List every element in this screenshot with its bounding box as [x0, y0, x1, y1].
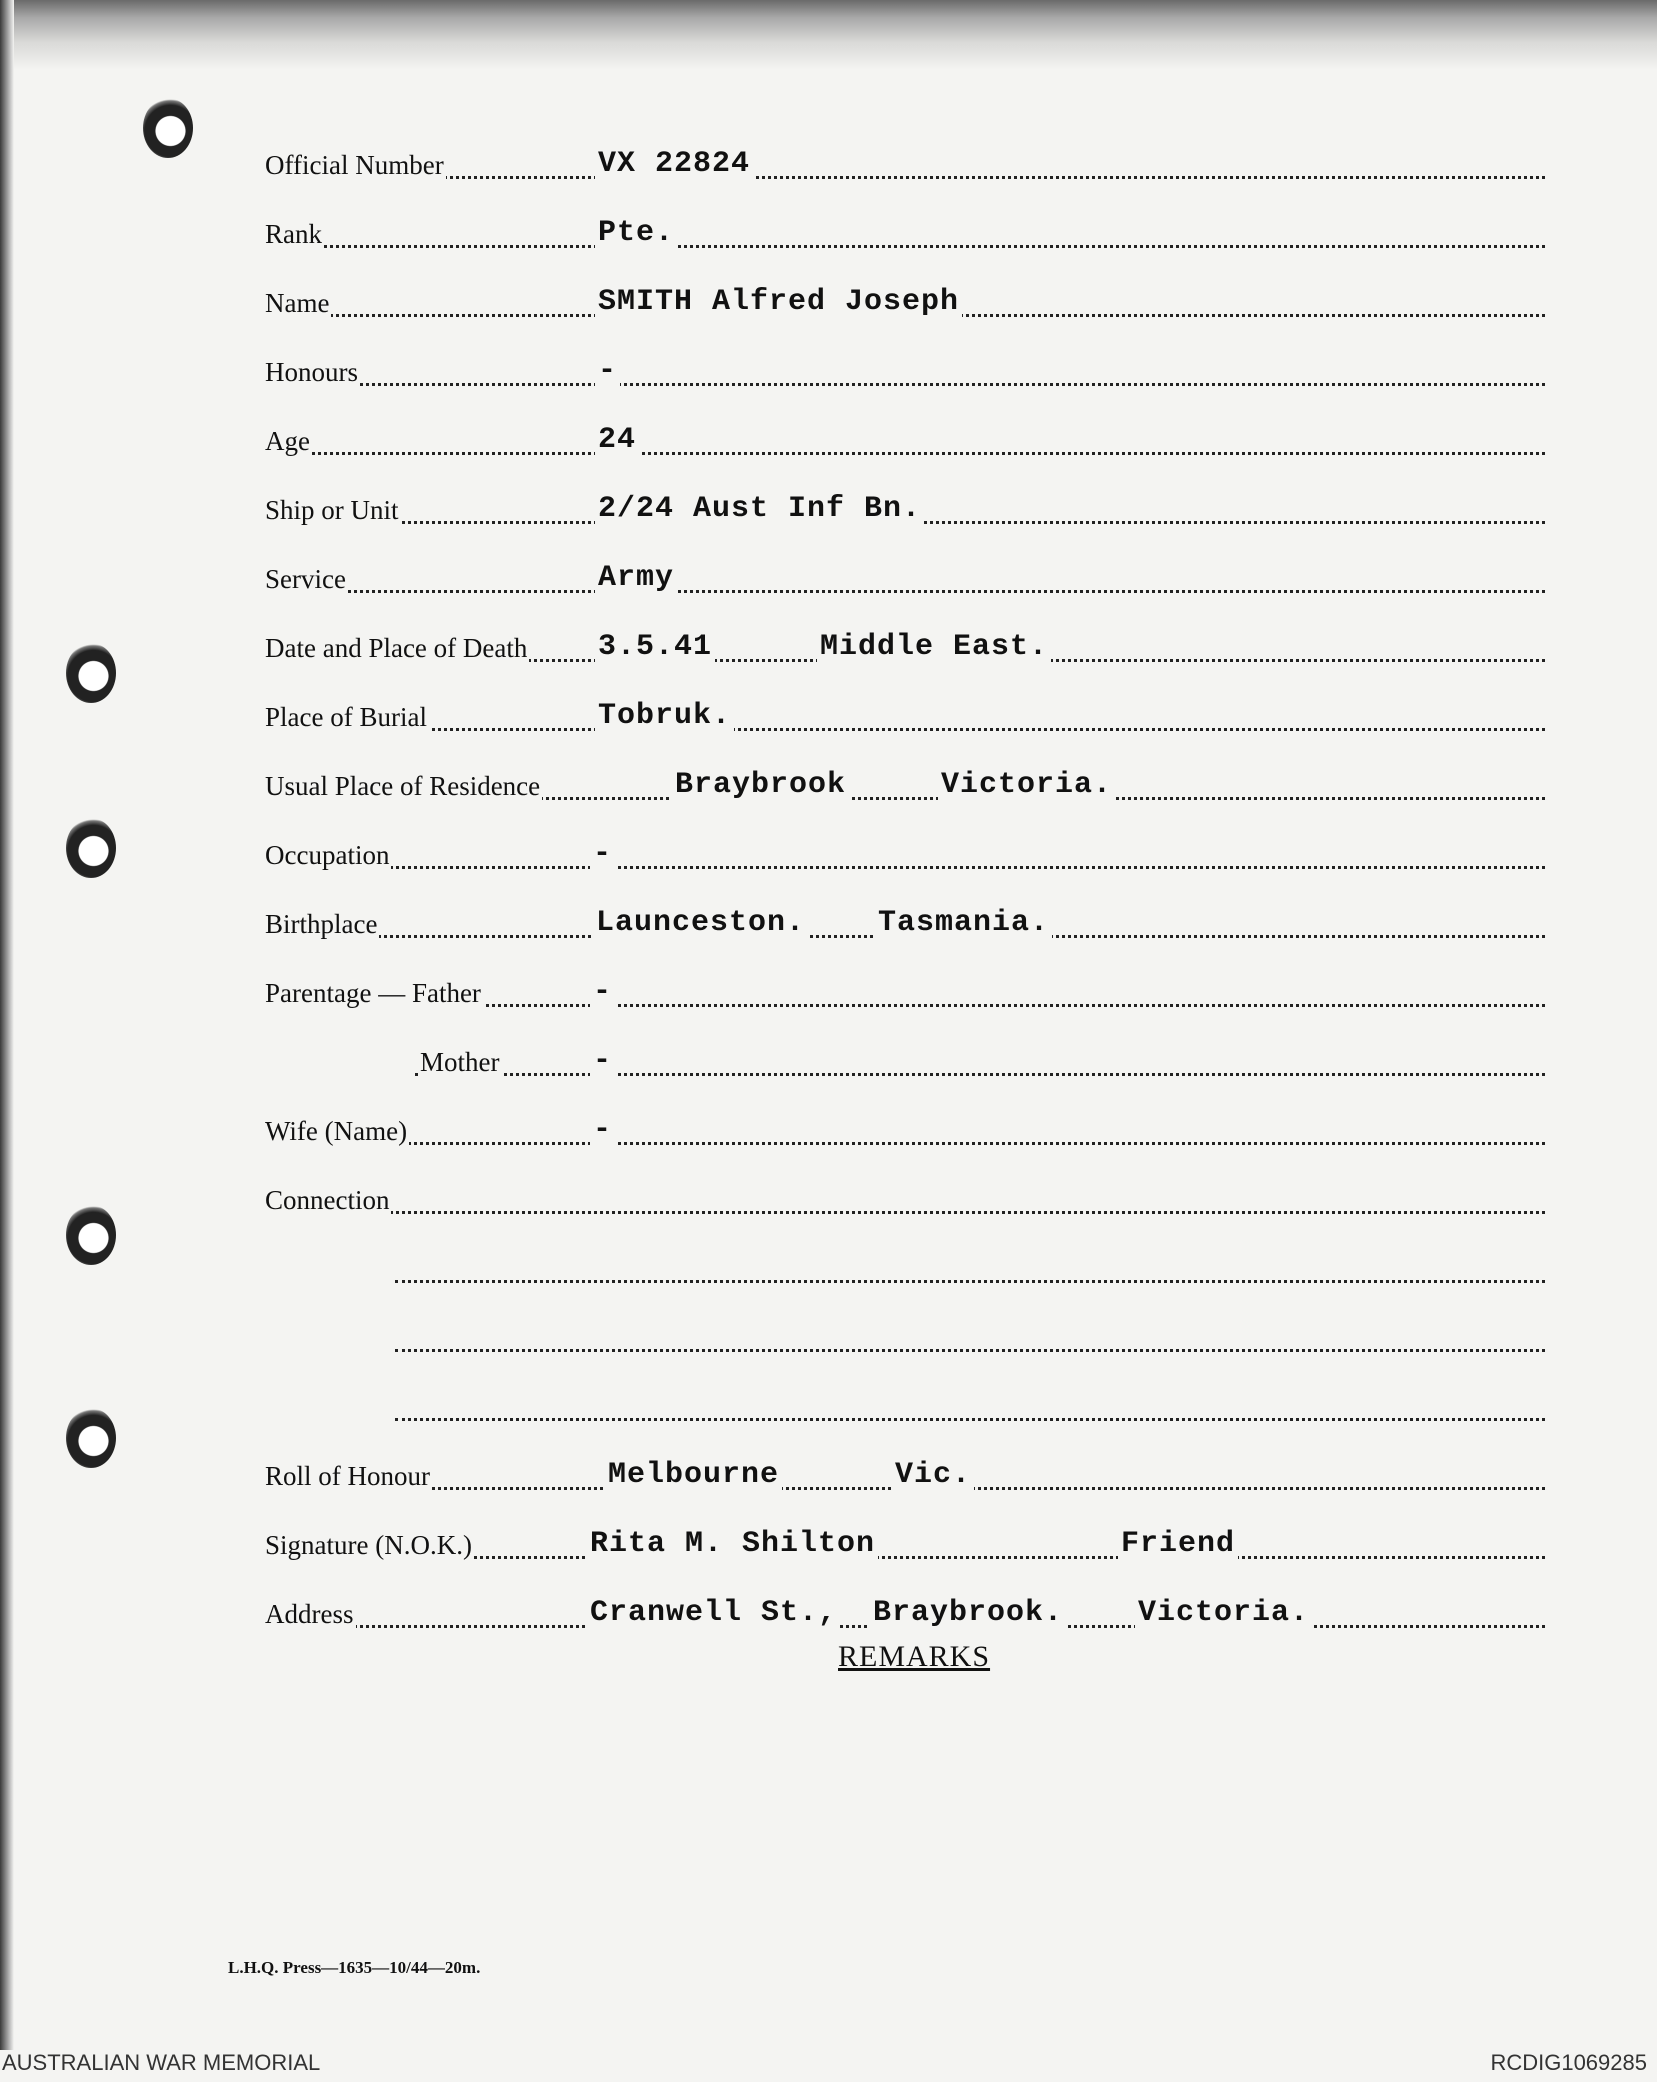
- scan-top-shadow: [0, 0, 1657, 70]
- value-rank: Pte.: [595, 216, 677, 250]
- dotted-line: [265, 452, 1545, 455]
- footer-left: AUSTRALIAN WAR MEMORIAL: [2, 2050, 321, 2075]
- value-roll-state: Vic.: [892, 1458, 974, 1492]
- row-father: [265, 973, 1545, 1013]
- value-signature-relation: Friend: [1118, 1527, 1238, 1561]
- row-place-of-burial: [265, 697, 1545, 737]
- punch-hole-1: [143, 98, 193, 158]
- row-age: [265, 421, 1545, 461]
- connection-line-3: [395, 1318, 1545, 1358]
- label-roll-of-honour: Roll of Honour: [265, 1461, 430, 1491]
- row-mother: [265, 1042, 1545, 1082]
- scan-left-edge: [0, 0, 14, 2050]
- value-death-date: 3.5.41: [595, 630, 715, 664]
- value-age: 24: [595, 423, 639, 457]
- value-address-town: Braybrook.: [870, 1596, 1066, 1630]
- label-residence: Usual Place of Residence: [265, 771, 541, 801]
- dotted-line: [265, 176, 1545, 179]
- dotted-line: [395, 1280, 1545, 1283]
- value-birthplace-town: Launceston.: [593, 906, 808, 940]
- dotted-line: [395, 1418, 1545, 1421]
- row-honours: [265, 352, 1545, 392]
- label-signature: Signature (N.O.K.): [265, 1530, 472, 1560]
- label-rank: Rank: [265, 219, 322, 249]
- punch-hole-4: [66, 1205, 116, 1265]
- value-birthplace-state: Tasmania.: [875, 906, 1052, 940]
- row-connection: [265, 1180, 1545, 1220]
- label-place-of-burial: Place of Burial: [265, 702, 427, 732]
- row-roll-of-honour: [265, 1456, 1545, 1496]
- dotted-line: [265, 1211, 1545, 1214]
- punch-hole-3: [66, 818, 116, 878]
- value-death-place: Middle East.: [817, 630, 1051, 664]
- row-signature: [265, 1525, 1545, 1565]
- label-birthplace: Birthplace: [265, 909, 378, 939]
- label-service: Service: [265, 564, 346, 594]
- value-address-state: Victoria.: [1135, 1596, 1312, 1630]
- value-residence-state: Victoria.: [938, 768, 1115, 802]
- dotted-line: [265, 866, 1545, 869]
- punch-hole-5: [66, 1408, 116, 1468]
- row-occupation: [265, 835, 1545, 875]
- row-name: [265, 283, 1545, 323]
- dotted-line: [395, 1349, 1545, 1352]
- row-official-number: [265, 145, 1545, 185]
- footer-right: RCDIG1069285: [1490, 2050, 1647, 2075]
- value-occupation: -: [590, 837, 615, 871]
- value-wife: -: [590, 1113, 615, 1147]
- dotted-line: [265, 728, 1545, 731]
- value-ship-or-unit: 2/24 Aust Inf Bn.: [595, 492, 924, 526]
- value-signature-name: Rita M. Shilton: [587, 1527, 878, 1561]
- row-wife: [265, 1111, 1545, 1151]
- label-occupation: Occupation: [265, 840, 390, 870]
- label-father: Parentage — Father: [265, 978, 481, 1008]
- label-name: Name: [265, 288, 330, 318]
- label-ship-or-unit: Ship or Unit: [265, 495, 399, 525]
- row-date-place-death: [265, 628, 1545, 668]
- row-ship-or-unit: [265, 490, 1545, 530]
- value-residence-town: Braybrook: [672, 768, 849, 802]
- value-place-of-burial: Tobruk.: [595, 699, 734, 733]
- label-wife: Wife (Name): [265, 1116, 408, 1146]
- label-age: Age: [265, 426, 310, 456]
- dotted-line: [265, 590, 1545, 593]
- value-honours: -: [595, 354, 620, 388]
- dotted-line: [265, 245, 1545, 248]
- value-name: SMITH Alfred Joseph: [595, 285, 962, 319]
- value-official-number: VX 22824: [595, 147, 753, 181]
- row-birthplace: [265, 904, 1545, 944]
- row-residence: [265, 766, 1545, 806]
- label-official-number: Official Number: [265, 150, 444, 180]
- label-date-place-death: Date and Place of Death: [265, 633, 528, 663]
- row-rank: [265, 214, 1545, 254]
- value-service: Army: [595, 561, 677, 595]
- label-address: Address: [265, 1599, 354, 1629]
- label-mother: Mother: [420, 1047, 500, 1077]
- value-address-street: Cranwell St.,: [587, 1596, 840, 1630]
- dotted-line: [265, 1142, 1545, 1145]
- remarks-heading: REMARKS: [838, 1640, 991, 1673]
- dotted-line: [265, 383, 1545, 386]
- row-address: [265, 1594, 1545, 1634]
- connection-line-2: [395, 1249, 1545, 1289]
- value-roll-city: Melbourne: [605, 1458, 782, 1492]
- value-father: -: [590, 975, 615, 1009]
- dotted-line: [415, 1073, 1545, 1076]
- label-connection: Connection: [265, 1185, 390, 1215]
- row-service: [265, 559, 1545, 599]
- label-honours: Honours: [265, 357, 358, 387]
- value-mother: -: [590, 1044, 615, 1078]
- punch-hole-2: [66, 643, 116, 703]
- connection-line-4: [395, 1387, 1545, 1427]
- print-line: L.H.Q. Press—1635—10/44—20m.: [228, 1958, 481, 1977]
